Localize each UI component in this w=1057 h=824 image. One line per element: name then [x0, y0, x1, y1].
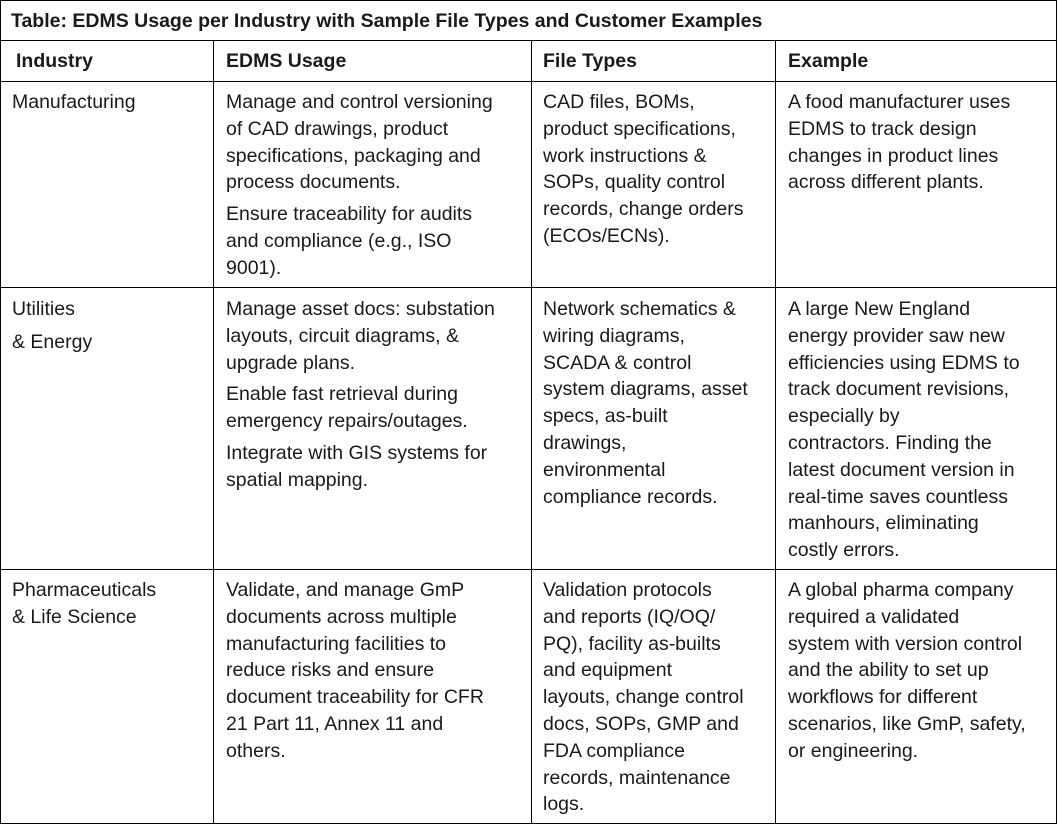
industry-cell: [12, 577, 156, 631]
usage-cell: [226, 89, 526, 287]
usage-paragraph: Enable fast retrieval during emergency repairs/outages.: [226, 383, 468, 433]
table-caption: Table: EDMS Usage per Industry with Sample File Types and Customer Examples: [1, 1, 1056, 41]
industry-cell: [12, 296, 92, 356]
industry-name-line1: Utilities: [12, 298, 75, 320]
row-divider: [1, 81, 1056, 82]
usage-cell: [226, 577, 526, 770]
industry-name: Pharmaceuticals & Life Science: [12, 579, 157, 628]
usage-paragraph: Ensure traceability for audits and compliance (e.g., ISO 9001).: [226, 203, 473, 279]
column-divider: [213, 41, 214, 823]
file-types-cell: [543, 296, 771, 510]
file-types-text: Network schematics & wiring diagrams, SCADA & control system diagrams, asset specs, as-built drawings, environmental compliance records.: [543, 298, 748, 508]
header-file-types: File Types: [543, 50, 637, 72]
file-types-text: CAD files, BOMs, product specifications, work instructions & SOPs, quality control records, change orders (ECOs/ECNs).: [543, 91, 744, 247]
example-text: A large New England energy provider saw new efficiencies using EDMS to track document revisions, especially by contractors. Finding the latest document version in real-time saves countless manhours, eliminating costly errors.: [788, 298, 1020, 562]
industry-name-line2: & Energy: [12, 330, 93, 353]
usage-paragraph: Validate, and manage GmP documents across multiple manufacturing facilities to reduce risks and ensure document traceability for CFR 21 Part 11, Annex 11 and others.: [226, 579, 484, 762]
header-industry: Industry: [16, 50, 93, 72]
header-edms-usage: EDMS Usage: [226, 50, 347, 72]
row-divider: [1, 287, 1056, 288]
usage-paragraph: Integrate with GIS systems for spatial mapping.: [226, 441, 488, 491]
column-divider: [775, 41, 776, 823]
example-cell: [788, 296, 1054, 564]
example-text: A global pharma company required a validated system with version control and the ability to set up workflows for different scenarios, like GmP, safety, or engineering.: [788, 579, 1026, 762]
column-divider: [531, 41, 532, 823]
industry-cell: [12, 89, 136, 116]
file-types-cell: [543, 89, 771, 250]
usage-cell: [226, 296, 526, 499]
usage-paragraph: Manage and control versioning of CAD drawings, product specifications, packaging and process documents.: [226, 91, 493, 194]
row-divider: [1, 569, 1056, 570]
usage-paragraph: Manage asset docs: substation layouts, circuit diagrams, & upgrade plans.: [226, 298, 495, 374]
industry-name: Manufacturing: [12, 91, 136, 113]
header-example: Example: [788, 50, 869, 72]
example-cell: [788, 577, 1054, 765]
example-text: A food manufacturer uses EDMS to track design changes in product lines across different plants.: [788, 91, 1011, 194]
example-cell: [788, 89, 1054, 196]
file-types-text: Validation protocols and reports (IQ/OQ/ PQ), facility as-builts and equipment layouts, change control docs, SOPs, GMP and FDA compliance records, maintenance logs.: [543, 579, 744, 816]
file-types-cell: [543, 577, 771, 818]
